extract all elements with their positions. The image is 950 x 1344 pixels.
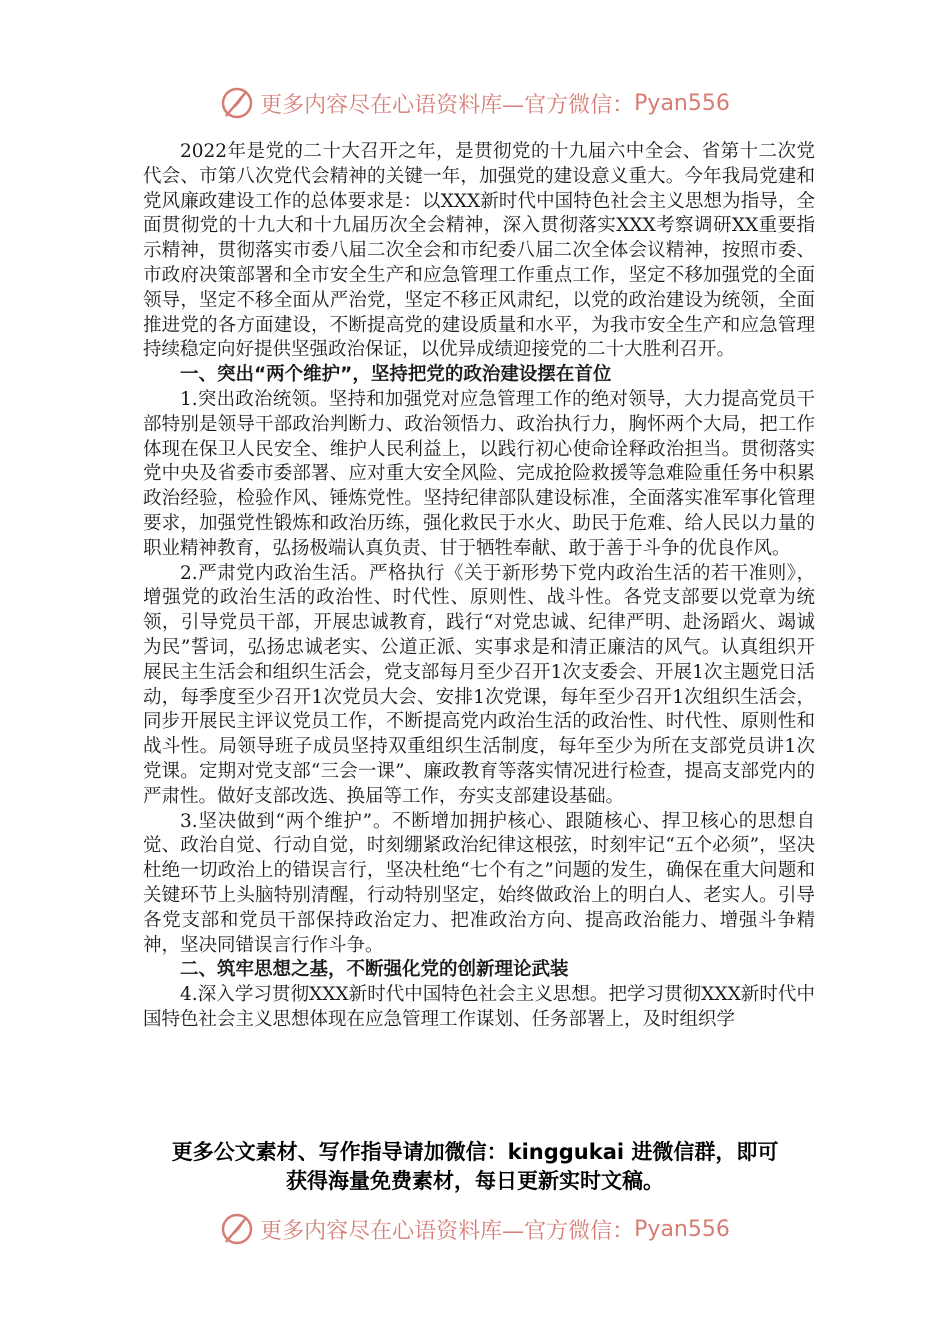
section-heading-2: 二、筑牢思想之基，不断强化党的创新理论武装: [180, 959, 569, 981]
watermark-header: [0, 86, 950, 120]
paragraph-3: 3.坚决做到“两个维护”。不断增加拥护核心、跟随核心、捍卫核心的思想自觉、政治自觉、行动自觉，时刻绷紧政治纪律这根弦，时刻牢记“五个必须”，坚决杜绝一切政治上的错误言行，坚决杜绝“七个有之”问题的发生，确保在重大问题和关键环节上头脑特别清醒，行动特别坚定，始终做政治上的明白人、老实人。引导各党支部和党员干部保持政治定力、把准政治方向、提高政治能力、增强斗争精神，坚决同错误言行作斗争。: [143, 810, 815, 956]
watermark-text: 更多内容尽在心语资料库—官方微信：: [260, 1218, 635, 1244]
promo-banner: [120, 1138, 830, 1196]
quill-logo-icon: [220, 1212, 254, 1246]
intro-paragraph: 2022年是党的二十大召开之年，是贯彻党的十九届六中全会、省第十二次党代会、市第八次党代会精神的关键一年，加强党的建设意义重大。今年我局党建和党风廉政建设工作的总体要求是：以XXX新时代中国特色社会主义思想为指导，全面贯彻党的十九大和十九届历次全会精神，深入贯彻落实XXX考察调研XX重要指示精神，贯彻落实市委八届二次全会和市纪委八届二次全体会议精神，按照市委、市政府决策部署和全市安全生产和应急管理工作重点工作，坚定不移加强党的全面领导，坚定不移全面从严治党，坚定不移正风肃纪，以党的政治建设为统领，全面推进党的各方面建设，不断提高党的建设质量和水平，为我市安全生产和应急管理持续稳定向好提供坚强政治保证，以优异成绩迎接党的二十大胜利召开。: [143, 141, 815, 361]
watermark-wechat-id: Pyan556: [634, 1216, 730, 1242]
paragraph-2: 2.严肃党内政治生活。严格执行《关于新形势下党内政治生活的若干准则》，增强党的政治生活的政治性、时代性、原则性、战斗性。各党支部要以党章为统领，引导党员干部，开展忠诚教育，践行“对党忠诚、纪律严明、赴汤蹈火、竭诚为民”誓词，弘扬忠诚老实、公道正派、实事求是和清正廉洁的风气。认真组织开展民主生活会和组织生活会，党支部每月至少召开1次支委会、开展1次主题党日活动，每季度至少召开1次党员大会、安排1次党课，每年至少召开1次组织生活会，同步开展民主评议党员工作，不断提高党内政治生活的政治性、时代性、原则性和战斗性。局领导班子成员坚持双重组织生活制度，每年至少为所在支部党员讲1次党课。定期对党支部“三会一课”、廉政教育等落实情况进行检查，提高支部党内的严肃性。做好支部改选、换届等工作，夯实支部建设基础。: [143, 562, 815, 807]
section-heading-1: 一、突出“两个维护”，坚持把党的政治建设摆在首位: [180, 364, 612, 386]
document-body: [143, 140, 815, 1033]
promo-line-2: 获得海量免费素材，每日更新实时文稿。: [286, 1169, 664, 1193]
watermark-text: 更多内容尽在心语资料库—官方微信：: [260, 92, 635, 118]
watermark-footer: [0, 1212, 950, 1246]
paragraph-1: 1.突出政治统领。坚持和加强党对应急管理工作的绝对领导，大力提高党员干部特别是领导干部政治判断力、政治领悟力、政治执行力，胸怀两个大局，把工作体现在保卫人民安全、维护人民利益上，以践行初心使命诠释政治担当。贯彻落实党中央及省委市委部署、应对重大安全风险、完成抢险救援等急难险重任务中积累政治经验，检验作风、锤炼党性。坚持纪律部队建设标准，全面落实准军事化管理要求，加强党性锻炼和政治历练，强化救民于水火、助民于危难、给人民以力量的职业精神教育，弘扬极端认真负责、甘于牺牲奉献、敢于善于斗争的优良作风。: [143, 388, 815, 559]
watermark-wechat-id: Pyan556: [634, 90, 730, 116]
paragraph-4: 4.深入学习贯彻XXX新时代中国特色社会主义思想。把学习贯彻XXX新时代中国特色社会主义思想体现在应急管理工作谋划、任务部署上，及时组织学: [143, 984, 815, 1030]
promo-line-1: 更多公文素材、写作指导请加微信：kinggukai 进微信群，即可: [171, 1140, 779, 1164]
quill-logo-icon: [220, 86, 254, 120]
